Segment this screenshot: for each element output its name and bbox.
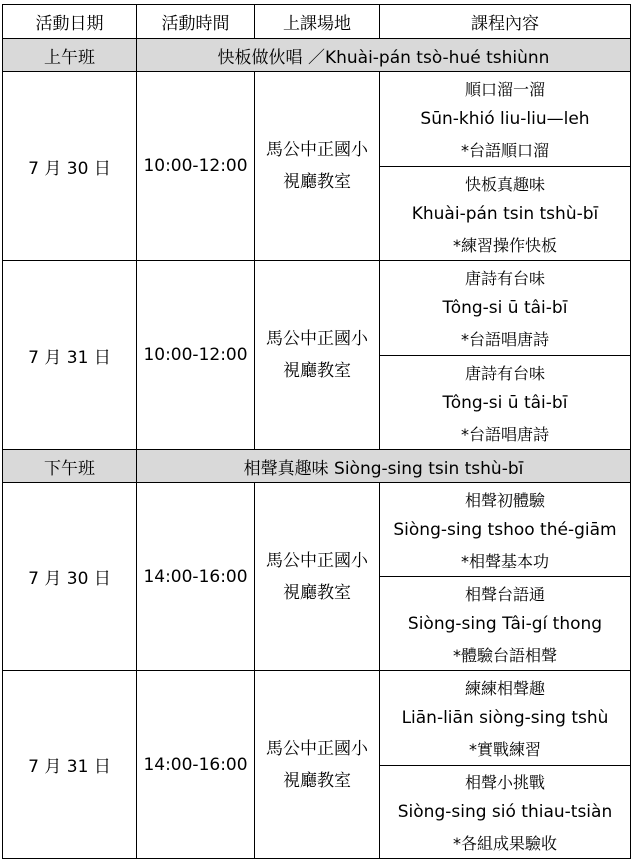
course-cell [380,72,630,166]
course-cell [380,483,630,576]
row-time: 10:00-12:00 [143,345,248,365]
course-title: 相聲台語通 [464,584,545,604]
course-romanization: Siòng-sing tshoo thé-giām [393,519,617,540]
course-title: 練練相聲趣 [464,678,545,698]
course-romanization: Liān-liān siòng-sing tshù [401,707,609,728]
course-romanization: Sūn-khió liu-liu—leh [420,108,590,129]
row-date: 7 月 31 日 [28,757,111,777]
row-time: 10:00-12:00 [143,156,248,176]
course-romanization: Siòng-sing Tâi-gí thong [407,613,603,634]
course-title: 相聲初體驗 [464,490,545,510]
header-date: 活動日期 [35,14,104,34]
header-venue: 上課場地 [283,14,351,34]
course-title: 相聲小挑戰 [464,773,545,793]
course-cell [380,167,630,260]
venue-school: 馬公中正國小 [266,550,368,571]
session-label: 下午班 [44,458,95,479]
venue-school: 馬公中正國小 [266,738,368,759]
course-title: 快板真趣味 [464,174,545,194]
row-time: 14:00-16:00 [143,754,248,775]
course-title: 順口溜一溜 [464,79,545,99]
row-venue [255,261,379,449]
course-title: 唐詩有台味 [464,268,545,288]
course-cell [380,261,630,355]
course-note: *台語唱唐詩 [460,424,549,444]
session-theme: 快板做伙唱 ／Khuài-pán tsò-hué tshiùnn [217,47,550,68]
course-romanization: Tông-si ū tâi-bī [442,392,568,413]
course-note: *相聲基本功 [460,551,549,571]
rule [630,4,631,859]
course-note: *實戰練習 [468,740,541,760]
course-note: *台語順口溜 [460,141,549,161]
session-theme: 相聲真趣味 Siòng-sing tsin tshù-bī [243,458,524,479]
course-romanization: Siòng-sing sió thiau-tsiàn [397,801,613,822]
venue-school: 馬公中正國小 [266,140,368,160]
row-venue [255,671,379,858]
venue-room: 視廳教室 [283,770,351,791]
course-cell [380,356,630,449]
course-note: *練習操作快板 [452,235,557,255]
row-date: 7 月 31 日 [28,347,111,368]
row-venue [255,72,379,260]
session-label: 上午班 [44,47,95,68]
venue-room: 視廳教室 [283,172,351,192]
course-romanization: Tông-si ū tâi-bī [442,297,568,318]
venue-room: 視廳教室 [283,582,351,603]
header-content: 課程內容 [471,14,539,34]
course-note: *各組成果驗收 [452,833,557,853]
row-time: 14:00-16:00 [143,566,248,587]
row-date: 7 月 30 日 [28,158,111,179]
rule [2,858,631,859]
venue-school: 馬公中正國小 [266,329,368,349]
course-note: *體驗台語相聲 [452,645,557,665]
course-note: *台語唱唐詩 [460,330,549,350]
course-romanization: Khuài-pán tsin tshù-bī [411,203,599,224]
venue-room: 視廳教室 [283,361,351,381]
course-cell [380,671,630,765]
header-time: 活動時間 [161,14,230,34]
row-date: 7 月 30 日 [28,569,111,589]
course-title: 唐詩有台味 [464,363,545,383]
course-cell [380,577,630,670]
row-venue [255,483,379,670]
course-cell [380,766,630,858]
